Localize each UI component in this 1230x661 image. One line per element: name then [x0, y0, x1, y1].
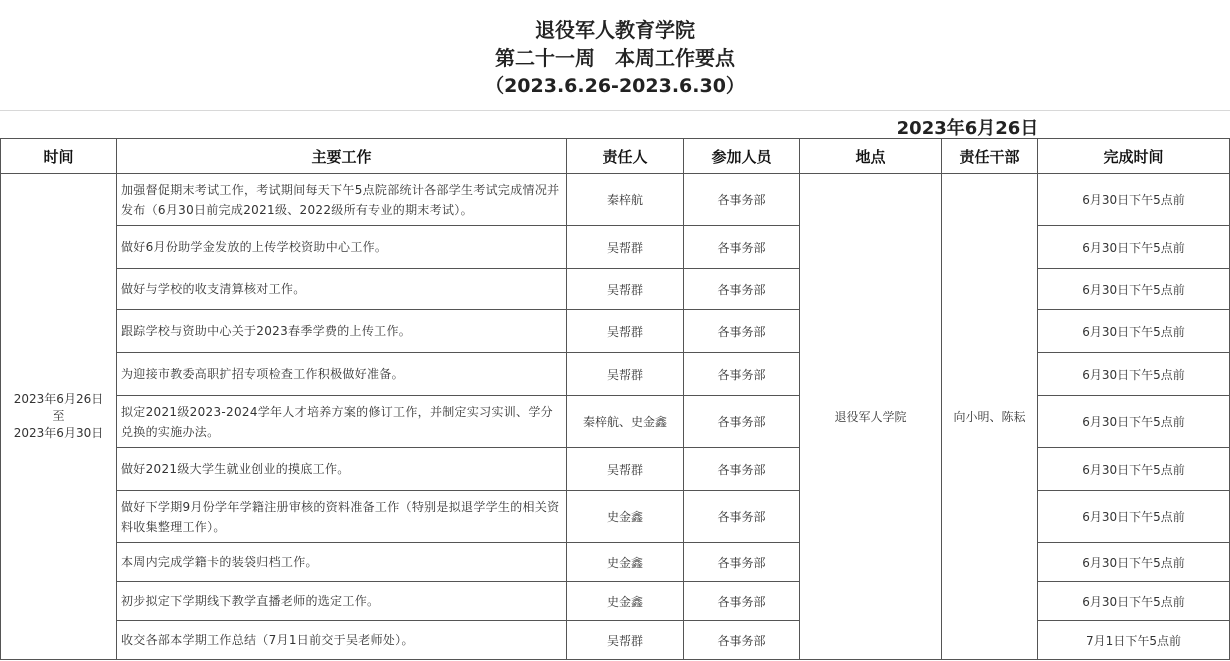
divider-line — [0, 110, 1230, 111]
owner-cell: 吴帮群 — [567, 226, 684, 269]
work-item: 收交各部本学期工作总结（7月1日前交于吴老师处）。 — [117, 621, 567, 660]
date-range: （2023.6.26-2023.6.30） — [485, 75, 745, 97]
participants-cell: 各事务部 — [684, 269, 800, 310]
deadline-cell: 6月30日下午5点前 — [1038, 582, 1230, 621]
col-header-location: 地点 — [800, 139, 942, 174]
participants-cell: 各事务部 — [684, 174, 800, 226]
deadline-cell: 6月30日下午5点前 — [1038, 353, 1230, 396]
work-item: 加强督促期末考试工作，考试期间每天下午5点院部统计各部学生考试完成情况并发布（6月30日前完成2021级、2022级所有专业的期末考试）。 — [117, 174, 567, 226]
work-item: 做好下学期9月份学年学籍注册审核的资料准备工作（特别是拟退学学生的相关资料收集整理工作）。 — [117, 491, 567, 543]
owner-cell: 吴帮群 — [567, 310, 684, 353]
participants-cell: 各事务部 — [684, 353, 800, 396]
work-item: 为迎接市教委高职扩招专项检查工作积极做好准备。 — [117, 353, 567, 396]
table-row — [1, 621, 1230, 660]
work-item: 做好与学校的收支清算核对工作。 — [117, 269, 567, 310]
owner-cell: 秦梓航、史金鑫 — [567, 396, 684, 448]
table-row — [1, 582, 1230, 621]
participants-cell: 各事务部 — [684, 448, 800, 491]
owner-cell: 吴帮群 — [567, 621, 684, 660]
participants-cell: 各事务部 — [684, 226, 800, 269]
deadline-cell: 6月30日下午5点前 — [1038, 396, 1230, 448]
participants-cell: 各事务部 — [684, 582, 800, 621]
work-item: 初步拟定下学期线下教学直播老师的选定工作。 — [117, 582, 567, 621]
deadline-cell: 6月30日下午5点前 — [1038, 226, 1230, 269]
table-row — [1, 310, 1230, 353]
owner-cell: 秦梓航 — [567, 174, 684, 226]
owner-cell: 吴帮群 — [567, 269, 684, 310]
time-end: 2023年6月30日 — [13, 426, 104, 440]
col-header-cadre: 责任干部 — [942, 139, 1038, 174]
participants-cell: 各事务部 — [684, 491, 800, 543]
owner-cell: 吴帮群 — [567, 448, 684, 491]
table-header-row — [1, 139, 1230, 174]
table-row — [1, 543, 1230, 582]
col-header-deadline: 完成时间 — [1038, 139, 1230, 174]
owner-cell: 史金鑫 — [567, 491, 684, 543]
work-item: 做好2021级大学生就业创业的摸底工作。 — [117, 448, 567, 491]
deadline-cell: 6月30日下午5点前 — [1038, 269, 1230, 310]
deadline-cell: 6月30日下午5点前 — [1038, 448, 1230, 491]
time-period-cell — [1, 174, 117, 660]
deadline-cell: 7月1日下午5点前 — [1038, 621, 1230, 660]
work-item: 拟定2021级2023-2024学年人才培养方案的修订工作，并制定实习实训、学分兑换的实施办法。 — [117, 396, 567, 448]
table-row — [1, 174, 1230, 226]
table-row — [1, 448, 1230, 491]
deadline-cell: 6月30日下午5点前 — [1038, 543, 1230, 582]
document-title-block — [0, 0, 1230, 110]
participants-cell: 各事务部 — [684, 621, 800, 660]
deadline-cell: 6月30日下午5点前 — [1038, 310, 1230, 353]
table-row — [1, 491, 1230, 543]
time-start: 2023年6月26日 — [13, 392, 104, 406]
work-item: 跟踪学校与资助中心关于2023春季学费的上传工作。 — [117, 310, 567, 353]
time-to: 至 — [52, 409, 65, 423]
col-header-participants: 参加人员 — [684, 139, 800, 174]
college-title: 退役军人教育学院 — [535, 18, 695, 42]
table-row — [1, 396, 1230, 448]
col-header-time: 时间 — [1, 139, 117, 174]
participants-cell: 各事务部 — [684, 310, 800, 353]
report-date: 2023年6月26日 — [896, 118, 1039, 139]
deadline-cell: 6月30日下午5点前 — [1038, 491, 1230, 543]
work-item: 本周内完成学籍卡的装袋归档工作。 — [117, 543, 567, 582]
col-header-owner: 责任人 — [567, 139, 684, 174]
owner-cell: 吴帮群 — [567, 353, 684, 396]
deadline-cell: 6月30日下午5点前 — [1038, 174, 1230, 226]
location-cell: 退役军人学院 — [800, 174, 942, 660]
week-title: 第二十一周 本周工作要点 — [495, 46, 735, 70]
table-row — [1, 226, 1230, 269]
work-schedule-table — [0, 138, 1230, 660]
work-item: 做好6月份助学金发放的上传学校资助中心工作。 — [117, 226, 567, 269]
owner-cell: 史金鑫 — [567, 543, 684, 582]
owner-cell: 史金鑫 — [567, 582, 684, 621]
table-row — [1, 353, 1230, 396]
table-row — [1, 269, 1230, 310]
col-header-work: 主要工作 — [117, 139, 567, 174]
participants-cell: 各事务部 — [684, 396, 800, 448]
cadre-cell: 向小明、陈耘 — [942, 174, 1038, 660]
participants-cell: 各事务部 — [684, 543, 800, 582]
